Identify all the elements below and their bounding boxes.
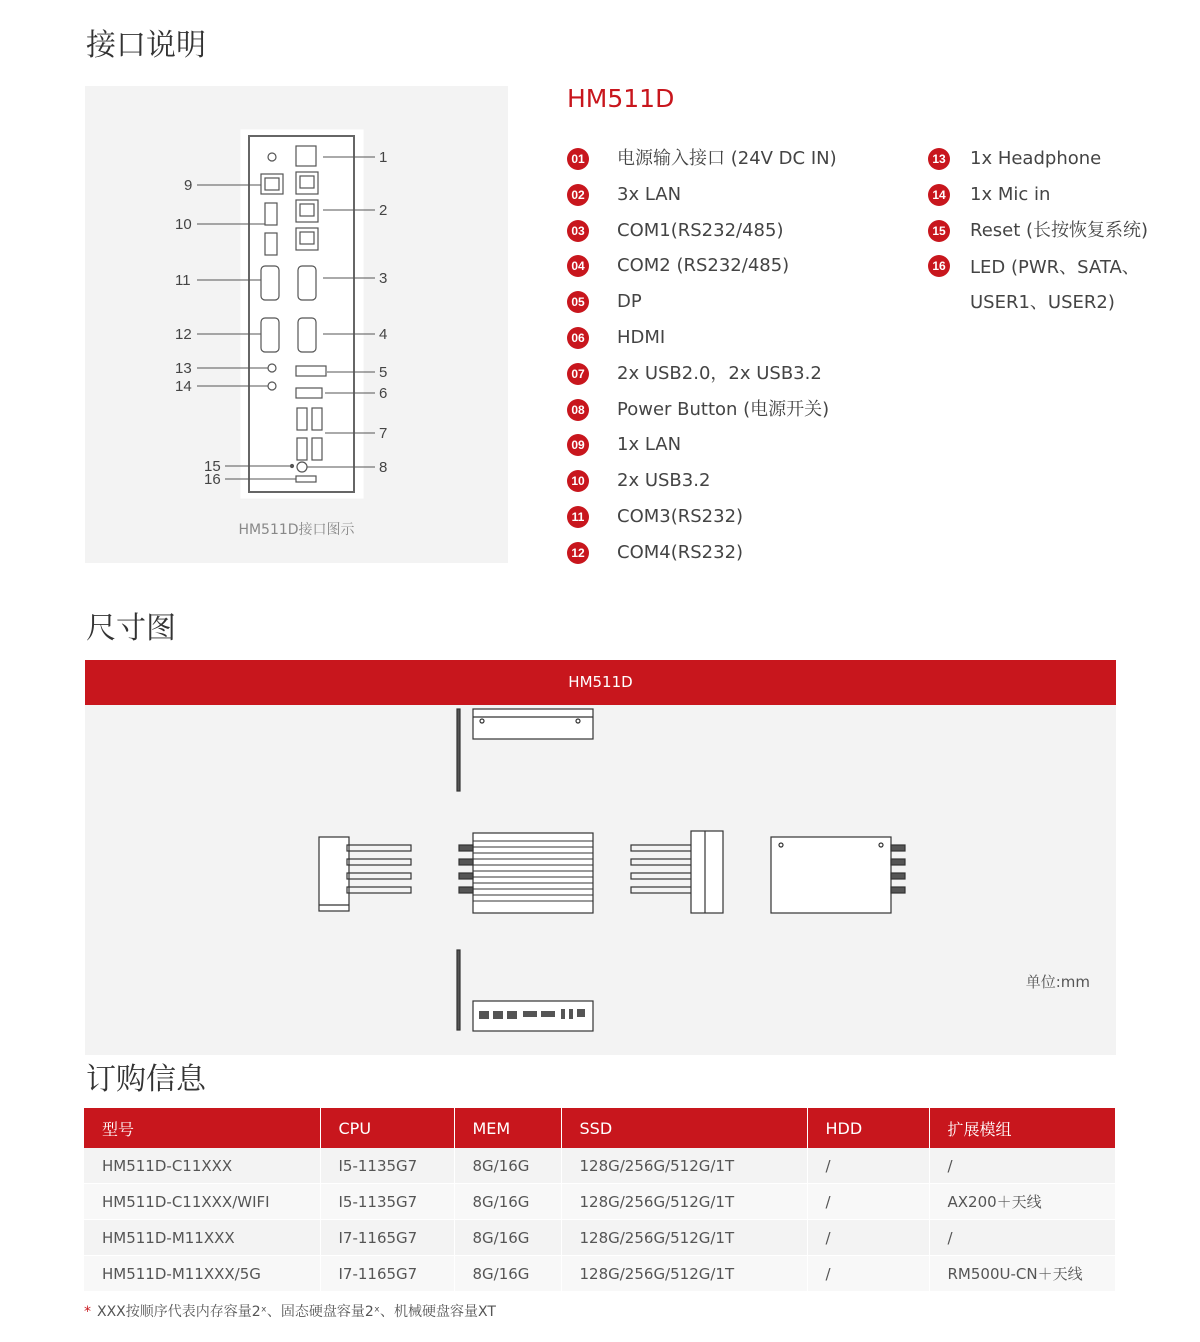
callout-14: 14	[175, 378, 192, 395]
cell-cpu: I5-1135G7	[320, 1148, 454, 1184]
callout-5: 5	[379, 364, 388, 381]
cell-cpu: I7-1165G7	[320, 1256, 454, 1292]
port-item	[928, 179, 1188, 215]
cell-model: HM511D-M11XXX/5G	[84, 1256, 320, 1292]
port-number-badge: 06	[567, 327, 589, 349]
table-row	[84, 1256, 1115, 1292]
column-header-hdd: HDD	[807, 1108, 929, 1148]
port-label: COM1(RS232/485)	[617, 219, 784, 241]
callout-8: 8	[379, 459, 388, 476]
port-number-badge: 03	[567, 220, 589, 242]
unit-note: 单位:mm	[1025, 973, 1090, 991]
callout-10: 10	[175, 216, 192, 233]
ordering-section-title: 订购信息	[86, 1062, 206, 1097]
port-label: 1x Mic in	[970, 183, 1051, 205]
cell-cpu: I5-1135G7	[320, 1184, 454, 1220]
port-label: COM4(RS232)	[617, 541, 744, 563]
port-number-badge: 05	[567, 291, 589, 313]
port-item	[567, 286, 907, 322]
port-label: Power Button (电源开关)	[617, 398, 830, 420]
port-number-badge: 07	[567, 363, 589, 385]
port-item	[567, 537, 907, 573]
callout-15: 15	[204, 458, 221, 475]
port-item	[567, 501, 907, 537]
interface-section-title: 接口说明	[86, 28, 206, 63]
port-item	[567, 143, 907, 179]
callout-11: 11	[175, 272, 191, 289]
port-item	[567, 465, 907, 501]
cell-hdd: /	[807, 1220, 929, 1256]
port-label: DP	[617, 291, 642, 313]
right-view-drawing	[631, 831, 723, 913]
callout-6: 6	[379, 385, 388, 402]
port-label: COM2 (RS232/485)	[617, 255, 790, 277]
port-number-badge: 11	[567, 506, 589, 528]
dimension-drawing	[85, 705, 1116, 1055]
port-number-badge: 12	[567, 542, 589, 564]
port-label: 1x Headphone	[970, 148, 1102, 169]
callout-16: 16	[204, 471, 221, 488]
port-number-badge: 14	[928, 184, 950, 206]
diagram-caption: HM511D接口图示	[238, 522, 355, 538]
port-item	[928, 215, 1188, 251]
io-view-drawing	[457, 950, 593, 1031]
cell-hdd: /	[807, 1148, 929, 1184]
port-item	[928, 250, 1188, 322]
callout-12: 12	[175, 326, 192, 343]
ordering-footnote	[84, 1301, 496, 1321]
port-list-left	[567, 143, 907, 573]
callout-7: 7	[379, 425, 388, 442]
port-item	[928, 143, 1188, 179]
cell-hdd: /	[807, 1256, 929, 1292]
port-list-right	[928, 143, 1188, 322]
cell-ssd: 128G/256G/512G/1T	[561, 1256, 807, 1292]
footnote-star: *	[84, 1304, 91, 1320]
cell-hdd: /	[807, 1184, 929, 1220]
port-label: 1x LAN	[617, 434, 682, 456]
footnote-text: XXX按顺序代表内存容量2ˣ、固态硬盘容量2ˣ、机械硬盘容量XT	[97, 1304, 496, 1320]
port-number-badge: 13	[928, 148, 950, 170]
port-label: 电源输入接口 (24V DC IN)	[617, 148, 837, 169]
column-header-expansion: 扩展模组	[929, 1108, 1115, 1148]
port-number-badge: 16	[928, 255, 950, 277]
column-header-mem: MEM	[454, 1108, 561, 1148]
port-item	[567, 215, 907, 251]
port-label: LED (PWR、SATA、USER1、USER2)	[970, 257, 1140, 314]
callout-3: 3	[379, 270, 388, 287]
interface-diagram-panel	[85, 86, 508, 563]
port-item	[567, 322, 907, 358]
cell-model: HM511D-M11XXX	[84, 1220, 320, 1256]
port-label: 2x USB2.0，2x USB3.2	[617, 362, 822, 384]
callout-1: 1	[379, 149, 388, 166]
column-header-ssd: SSD	[561, 1108, 807, 1148]
cell-ssd: 128G/256G/512G/1T	[561, 1220, 807, 1256]
table-row	[84, 1184, 1115, 1220]
cell-ssd: 128G/256G/512G/1T	[561, 1148, 807, 1184]
port-item	[567, 179, 907, 215]
dimension-drawing-panel	[85, 705, 1116, 1055]
dimension-section-title: 尺寸图	[86, 611, 176, 646]
port-number-badge: 08	[567, 399, 589, 421]
interface-diagram	[85, 86, 508, 563]
dimension-header: HM511D	[85, 660, 1116, 705]
column-header-model: 型号	[84, 1108, 320, 1148]
port-number-badge: 10	[567, 470, 589, 492]
port-number-badge: 15	[928, 220, 950, 242]
model-title: HM511D	[567, 84, 675, 113]
port-label: 3x LAN	[617, 183, 682, 205]
callout-13: 13	[175, 360, 192, 377]
left-view-drawing	[319, 837, 411, 911]
port-label: COM3(RS232)	[617, 505, 744, 527]
cell-mem: 8G/16G	[454, 1256, 561, 1292]
port-number-badge: 02	[567, 184, 589, 206]
cell-ssd: 128G/256G/512G/1T	[561, 1184, 807, 1220]
top-view-drawing	[457, 709, 593, 791]
table-row	[84, 1148, 1115, 1184]
cell-mem: 8G/16G	[454, 1148, 561, 1184]
port-label: 2x USB3.2	[617, 470, 711, 492]
port-label: Reset (长按恢复系统)	[970, 219, 1149, 241]
callout-4: 4	[379, 326, 388, 343]
ordering-table	[84, 1108, 1115, 1292]
port-item	[567, 429, 907, 465]
back-view-drawing	[771, 837, 905, 913]
cell-expansion: RM500U-CN＋天线	[929, 1256, 1115, 1292]
port-item	[567, 358, 907, 394]
cell-mem: 8G/16G	[454, 1220, 561, 1256]
port-number-badge: 01	[567, 148, 589, 170]
cell-model: HM511D-C11XXX	[84, 1148, 320, 1184]
port-item	[567, 394, 907, 430]
table-header-row	[84, 1108, 1115, 1148]
cell-expansion: AX200＋天线	[929, 1184, 1115, 1220]
column-header-cpu: CPU	[320, 1108, 454, 1148]
port-number-badge: 04	[567, 255, 589, 277]
port-item	[567, 250, 907, 286]
callout-2: 2	[379, 202, 388, 219]
port-number-badge: 09	[567, 434, 589, 456]
port-label: HDMI	[617, 326, 666, 348]
callout-9: 9	[184, 177, 193, 194]
front-view-drawing	[459, 833, 593, 913]
cell-expansion: /	[929, 1220, 1115, 1256]
cell-mem: 8G/16G	[454, 1184, 561, 1220]
cell-expansion: /	[929, 1148, 1115, 1184]
cell-model: HM511D-C11XXX/WIFI	[84, 1184, 320, 1220]
table-row	[84, 1220, 1115, 1256]
cell-cpu: I7-1165G7	[320, 1220, 454, 1256]
